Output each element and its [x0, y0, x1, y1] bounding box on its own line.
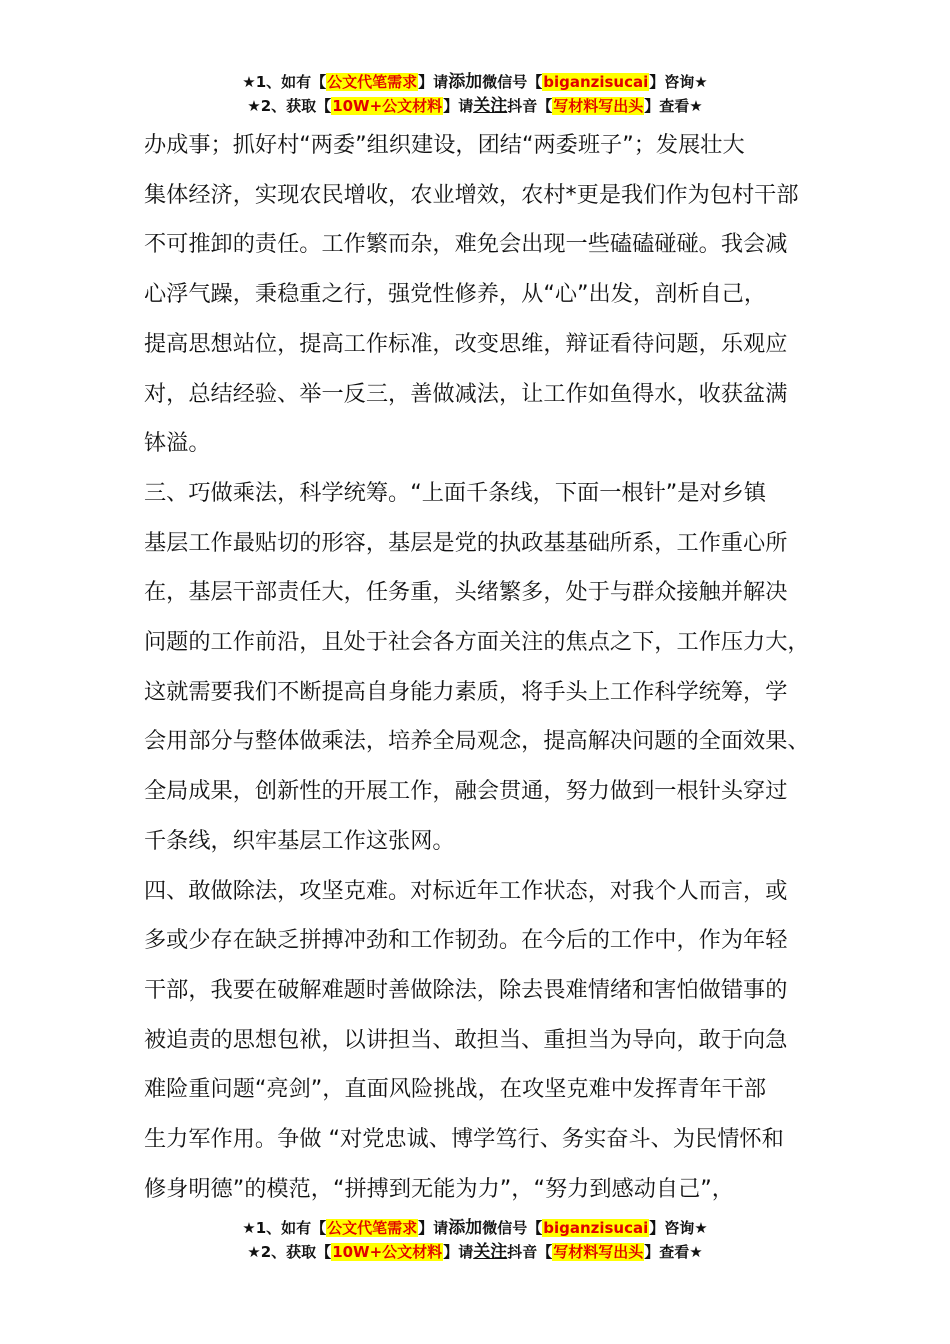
promo-highlight: 10W+公文材料 — [332, 1243, 443, 1261]
promo-text: 】请 — [418, 73, 449, 91]
body-text-line: 不可推卸的责任。工作繁而杂，难免会出现一些磕磕碰碰。我会减 — [144, 231, 788, 258]
body-text-line: 问题的工作前沿，且处于社会各方面关注的焦点之下，工作压力大， — [144, 629, 810, 656]
promo-text: 】查看★ — [644, 97, 703, 115]
promo-text: 】请 — [418, 1219, 449, 1237]
promo-line-2 — [0, 1240, 950, 1264]
promo-text: ★2、获取【 — [247, 97, 332, 115]
body-text-line: 办成事；抓好村“两委”组织建设，团结“两委班子”；发展壮大 — [144, 132, 745, 158]
promo-emphasis: 添加 — [448, 72, 483, 92]
promo-emphasis: 关注 — [473, 96, 508, 116]
promo-text: 微信号【 — [482, 73, 543, 91]
body-text-line: 千条线，织牢基层工作这张网。 — [144, 827, 455, 854]
promo-text: ★1、如有【 — [242, 73, 327, 91]
body-text-line: 集体经济，实现农民增收，农业增效，农村*更是我们作为包村干部 — [144, 181, 799, 208]
promo-text: 】咨询★ — [649, 1219, 708, 1237]
body-text-line: 多或少存在缺乏拼搏冲劲和工作韧劲。在今后的工作中，作为年轻 — [144, 927, 788, 954]
document-body — [144, 121, 834, 1214]
body-text-line: 对，总结经验、举一反三，善做减法，让工作如鱼得水，收获盆满 — [144, 380, 788, 407]
promo-text: 抖音【 — [507, 1243, 553, 1261]
body-text-line: 难险重问题“亮剑”，直面风险挑战，在攻坚克难中发挥青年干部 — [144, 1076, 767, 1103]
promo-text: 】咨询★ — [649, 73, 708, 91]
promo-wechat-id: biganzisucai — [543, 73, 649, 91]
promo-highlight: 公文代笔需求 — [327, 1219, 418, 1237]
promo-line-1 — [0, 1216, 950, 1240]
promo-line-1 — [0, 70, 950, 94]
promo-highlight: 10W+公文材料 — [332, 97, 443, 115]
body-text-line: 提高思想站位，提高工作标准，改变思维，辩证看待问题，乐观应 — [144, 330, 788, 357]
promo-highlight: 公文代笔需求 — [327, 73, 418, 91]
body-text-line: 这就需要我们不断提高自身能力素质，将手头上工作科学统筹，学 — [144, 678, 788, 705]
promo-text: ★1、如有【 — [242, 1219, 327, 1237]
promo-douyin-id: 写材料写出头 — [553, 97, 644, 115]
promo-text: 】请 — [443, 97, 474, 115]
header-promo-banner — [0, 70, 950, 118]
body-text-line: 全局成果，创新性的开展工作，融会贯通，努力做到一根针头穿过 — [144, 778, 788, 805]
body-text-line: 干部，我要在破解难题时善做除法，除去畏难情绪和害怕做错事的 — [144, 976, 788, 1003]
body-text-line: 四、敢做除法，攻坚克难。对标近年工作状态，对我个人而言，或 — [144, 877, 788, 904]
body-text-line: 心浮气躁，秉稳重之行，强党性修养，从“心”出发，剖析自己， — [144, 281, 767, 308]
promo-emphasis: 添加 — [448, 1218, 483, 1238]
body-text-line: 被追责的思想包袱，以讲担当、敢担当、重担当为导向，敢于向急 — [144, 1026, 788, 1053]
body-text-line: 修身明德”的模范，“拼搏到无能为力”，“努力到感动自己”， — [144, 1175, 734, 1202]
promo-douyin-id: 写材料写出头 — [553, 1243, 644, 1261]
body-text-line: 钵溢。 — [144, 430, 211, 457]
promo-text: 微信号【 — [482, 1219, 543, 1237]
promo-wechat-id: biganzisucai — [543, 1219, 649, 1237]
promo-text: ★2、获取【 — [247, 1243, 332, 1261]
body-text-line: 生力军作用。争做 “对党忠诚、博学笃行、务实奋斗、为民情怀和 — [144, 1126, 784, 1153]
body-text-line: 基层工作最贴切的形容，基层是党的执政基基础所系，工作重心所 — [144, 529, 788, 556]
body-text-line: 在，基层干部责任大，任务重，头绪繁多，处于与群众接触并解决 — [144, 579, 788, 606]
body-text-line: 三、巧做乘法，科学统筹。“上面千条线，下面一根针”是对乡镇 — [144, 479, 767, 506]
footer-promo-banner — [0, 1216, 950, 1264]
promo-text: 】查看★ — [644, 1243, 703, 1261]
body-text-line: 会用部分与整体做乘法，培养全局观念，提高解决问题的全面效果、 — [144, 728, 810, 755]
promo-emphasis: 关注 — [473, 1242, 508, 1262]
promo-line-2 — [0, 94, 950, 118]
promo-text: 】请 — [443, 1243, 474, 1261]
promo-text: 抖音【 — [507, 97, 553, 115]
